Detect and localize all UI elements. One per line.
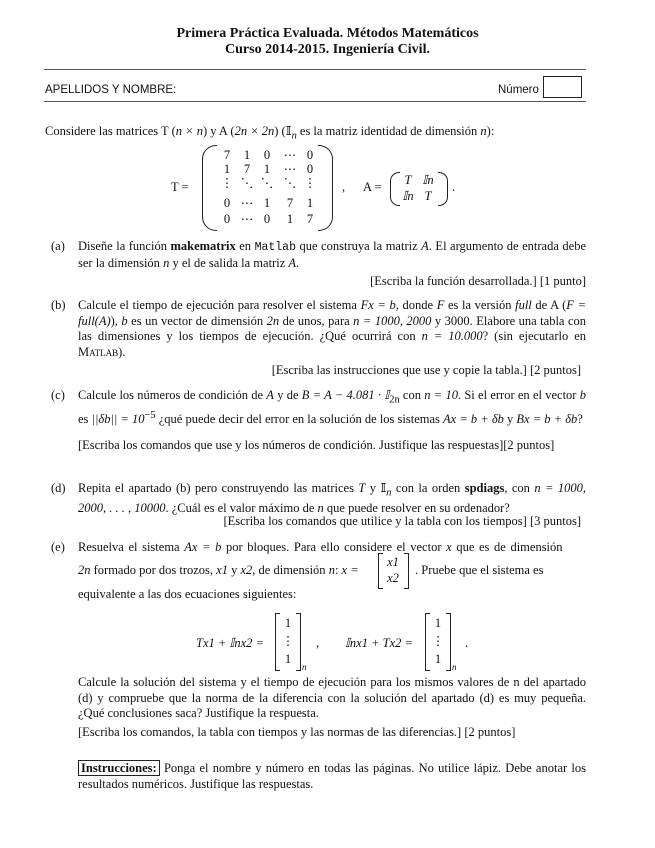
item-e-paragraph-2: Calcule la solución del sistema y el tiempo de ejecución para los mismos valores de n del apartado (d) y compruebe que la norma de la diferencia con la solución del apartado (d) es muy pequeña. ¿Qué conclusiones saca? Justifique la respuesta.	[78, 675, 586, 720]
matrix-T-comma: ,	[342, 180, 346, 194]
matrix-T-cell: ⋯	[240, 212, 254, 226]
eq2-ones-1: 1	[434, 616, 442, 630]
eq1-comma: ,	[316, 636, 320, 650]
matrix-T-cell: 1	[263, 196, 271, 210]
item-e-line2: 2n formado por dos trozos, x1 y x2, de dimensión n: x =	[78, 563, 359, 577]
eq2-ones-3: 1	[434, 652, 442, 666]
eq1-ones-1: 1	[284, 616, 292, 630]
matrix-A-right-paren	[438, 172, 448, 206]
number-label: Número	[498, 84, 539, 96]
eq2-ones-2: ⋮	[431, 634, 445, 648]
item-e-label: (e)	[51, 540, 65, 554]
matrix-T-cell: 0	[223, 196, 231, 210]
item-b-note: [Escriba las instrucciones que use y copie la tabla.] [2 puntos]	[271, 363, 581, 377]
name-label: APELLIDOS Y NOMBRE:	[45, 84, 177, 96]
matrix-T-cell: 1	[223, 162, 231, 176]
matrix-T-right-paren	[318, 145, 333, 231]
item-e-line1: Resuelva el sistema Ax = b por bloques. Para ello considere el vector x que es de dimensión	[78, 540, 563, 554]
item-d-note: [Escriba los comandos que utilice y la tabla con los tiempos] [3 puntos]	[223, 514, 581, 528]
matrix-T-cell: 0	[263, 212, 271, 226]
matrix-A-cell: T	[404, 173, 412, 187]
matrix-T-cell: ⋱	[240, 176, 254, 190]
matrix-T-cell: 1	[263, 162, 271, 176]
vector-x-entry-1: x1	[387, 555, 399, 569]
matrix-T-cell: ⋱	[260, 176, 274, 190]
number-field[interactable]	[543, 76, 582, 98]
matrix-T-cell: 0	[263, 148, 271, 162]
matrix-T-cell: 7	[286, 196, 294, 210]
eq1-ones-3: 1	[284, 652, 292, 666]
divider-top	[44, 69, 586, 70]
vector-x-entry-2: x2	[387, 571, 399, 585]
matrix-T-left-paren	[202, 145, 217, 231]
matrix-T-cell: 1	[306, 196, 314, 210]
eq2-dot: .	[465, 636, 469, 650]
matrix-T-cell: 7	[243, 162, 251, 176]
equation-2-lhs: 𝕀nx1 + Tx2 =	[345, 636, 413, 650]
item-c-text: Calcule los números de condición de A y de B = A − 4.081 · 𝕀$_{2n}$ con n = 10. Si el error en el vector b es $||\delta b|| = 10^{-5}$ ¿qué puede decir del error en la solución de los sistemas Ax = b + δb y Bx = b + δb?	[78, 388, 586, 427]
item-d-label: (d)	[51, 481, 66, 495]
eq2-subscript: n	[452, 662, 457, 672]
matrix-T-cell: ⋯	[283, 148, 297, 162]
matrix-T-cell: ⋯	[283, 162, 297, 176]
item-b-text: Calcule el tiempo de ejecución para resolver el sistema Fx = b, donde F es la versión full de A (F = full(A)), b es un vector de dimensión 2n de unos, para n = 1000, 2000 y 3000. Elabore una tabla con las dimensiones y los tiempos de ejecución. ¿Qué ocurrirá con n = 10.000? (sin ejecutarlo en Matlab).	[78, 298, 587, 359]
matrix-A-dot: .	[452, 180, 456, 194]
item-a-label: (a)	[51, 239, 65, 253]
item-b-label: (b)	[51, 298, 66, 312]
instructions-text: Instrucciones: Ponga el nombre y número en todas las páginas. No utilice lápiz. Debe anotar los resultados numéricos. Justifique las respuestas.	[78, 761, 586, 791]
matrix-T-cell: 0	[223, 212, 231, 226]
item-e-line2-end: . Pruebe que el sistema es	[415, 563, 544, 577]
item-e-line3: equivalente a las dos ecuaciones siguientes:	[78, 587, 297, 601]
item-a-text: Diseñe la función makematrix en Matlab que construya la matriz A. El argumento de entrada debe ser la dimensión n y el de salida la matriz A.	[78, 239, 587, 270]
vector-x-right-bracket	[404, 553, 409, 589]
matrix-T-cell: 7	[223, 148, 231, 162]
item-c-note: [Escriba los comandos que use y los números de condición. Justifique las respuestas][2 puntos]	[78, 438, 555, 452]
matrix-T-cell: ⋯	[240, 196, 254, 210]
matrix-T-cell: ⋮	[303, 176, 317, 190]
equation-1-lhs: Tx1 + 𝕀nx2 =	[196, 636, 264, 650]
matrix-T-cell: 0	[306, 162, 314, 176]
matrix-A-cell: 𝕀n	[422, 173, 434, 187]
intro-text: Considere las matrices T (n × n) y A (2n × 2n) (𝕀$_n$ es la matriz identidad de dimensión n):	[45, 124, 495, 142]
matrix-A-cell: 𝕀n	[402, 189, 414, 203]
matrix-A-label: A =	[363, 180, 382, 194]
matrix-T-cell: 1	[243, 148, 251, 162]
matrix-T-label: T =	[171, 180, 189, 194]
matrix-T-cell: 1	[286, 212, 294, 226]
item-e-note: [Escriba los comandos, la tabla con tiempos y las normas de las diferencias.] [2 puntos]	[78, 725, 516, 739]
divider-bottom	[44, 101, 586, 102]
matrix-T-cell: ⋱	[283, 176, 297, 190]
item-a-note: [Escriba la función desarrollada.] [1 punto]	[370, 274, 586, 288]
eq1-subscript: n	[302, 662, 307, 672]
eq1-ones-2: ⋮	[281, 634, 295, 648]
item-c-label: (c)	[51, 388, 65, 402]
instructions-label: Instrucciones:	[78, 760, 160, 776]
matrix-A-cell: T	[424, 189, 432, 203]
item-d-text: Repita el apartado (b) pero construyendo las matrices T y 𝕀$_n$ con la orden spdiags, con n = 1000, 2000, . . . , 10000. ¿Cuál es el valor máximo de n que puede resolver en su ordenador?	[78, 481, 586, 515]
matrix-T-cell: ⋮	[220, 176, 234, 190]
title-line-1: Primera Práctica Evaluada. Métodos Matemáticos	[176, 26, 479, 41]
title-line-2: Curso 2014-2015. Ingeniería Civil.	[225, 42, 430, 57]
matrix-T-cell: 7	[306, 212, 314, 226]
matrix-T-cell: 0	[306, 148, 314, 162]
